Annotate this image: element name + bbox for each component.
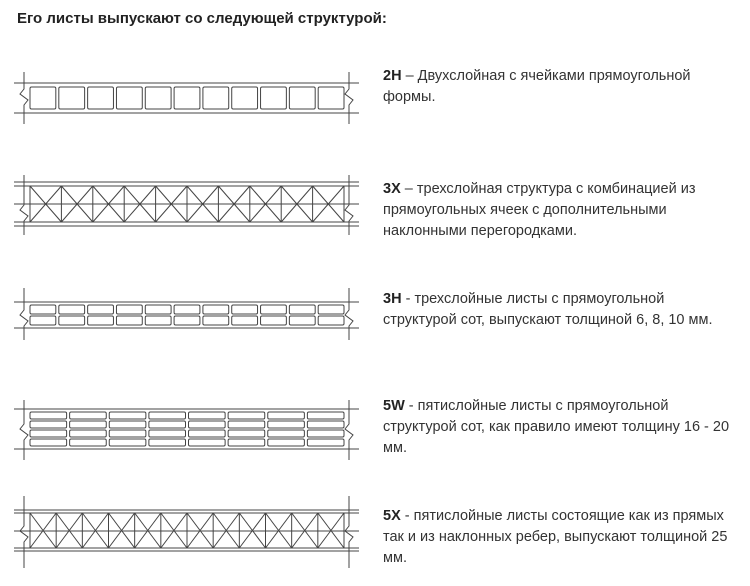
cell: [289, 87, 315, 109]
cell: [289, 305, 315, 314]
structure-text: трехслойные листы с прямоугольной структурой сот, выпускают толщиной 6, 8, 10 мм.: [383, 291, 713, 328]
structure-text: Двухслойная с ячейками прямоугольной формы.: [383, 68, 691, 105]
cell: [70, 439, 107, 446]
structure-code: 5W: [383, 398, 405, 414]
cell: [318, 305, 344, 314]
diagonal-rib: [187, 186, 203, 204]
structure-code: 2H: [383, 68, 402, 84]
diagonal-rib: [140, 186, 156, 204]
cell: [189, 412, 226, 419]
cell: [109, 430, 146, 437]
diagonal-rib: [124, 204, 140, 222]
cell-rows: [30, 412, 344, 446]
cell: [228, 439, 265, 446]
diagonal-rib: [328, 186, 344, 204]
structure-3h-diagram: [14, 288, 359, 340]
cell: [268, 430, 305, 437]
structure-5x-description: 5X - пятислойные листы состоящие как из прямых так и из наклонных ребер, выпускают толщиной 25 мм.: [383, 508, 728, 566]
structure-3x-diagram: [14, 175, 359, 235]
cell: [318, 316, 344, 325]
structure-text: пятислойные листы состоящие как из прямых так и из наклонных ребер, выпускают толщиной 25 мм.: [383, 508, 728, 566]
diagonal-rib: [77, 204, 93, 222]
diagonal-rib: [266, 204, 282, 222]
structure-2h-description: 2H – Двухслойная с ячейками прямоугольной формы.: [383, 68, 691, 105]
cell: [307, 421, 344, 428]
cell: [30, 412, 67, 419]
structure-code: 3X: [383, 181, 401, 197]
structure-text: трехслойная структура с комбинацией из прямоугольных ячеек с дополнительными наклонными перегородками.: [383, 181, 696, 239]
structure-5x-diagram: [14, 496, 359, 568]
cell: [232, 305, 258, 314]
diagonal-rib: [77, 186, 93, 204]
diagonal-rib: [297, 186, 313, 204]
cell: [30, 87, 56, 109]
cell: [318, 87, 344, 109]
break-line-right: [345, 288, 353, 340]
diagonal-rib: [46, 186, 62, 204]
diagonal-rib: [93, 204, 109, 222]
diagonal-rib: [61, 186, 77, 204]
break-line-right: [345, 72, 353, 124]
cell: [70, 412, 107, 419]
cell: [232, 87, 258, 109]
diagonal-rib: [313, 186, 329, 204]
cell: [88, 305, 114, 314]
cell: [30, 430, 67, 437]
cell: [268, 412, 305, 419]
cell: [116, 87, 142, 109]
structure-text: пятислойные листы с прямоугольной структурой сот, как правило имеют толщину 16 - 20 мм.: [383, 398, 730, 456]
cell: [149, 439, 186, 446]
page-heading: Его листы выпускают со следующей структурой:: [17, 10, 387, 27]
cell: [228, 430, 265, 437]
cell: [261, 87, 287, 109]
cell: [174, 87, 200, 109]
structure-code: 3H: [383, 291, 402, 307]
diagonal-rib: [203, 186, 219, 204]
cell: [228, 412, 265, 419]
structure-3x-description: 3X – трехслойная структура с комбинацией из прямоугольных ячеек с дополнительными наклонными перегородками.: [383, 181, 696, 239]
cell: [30, 439, 67, 446]
diagonal-rib: [61, 204, 77, 222]
diagonal-rib: [281, 186, 297, 204]
cell: [109, 412, 146, 419]
cell: [268, 439, 305, 446]
cell: [289, 316, 315, 325]
diagonal-rib: [93, 186, 109, 204]
diagonal-rib: [46, 204, 62, 222]
cell: [116, 305, 142, 314]
cell: [307, 439, 344, 446]
diagonal-rib: [109, 204, 125, 222]
cell: [174, 305, 200, 314]
cell: [203, 305, 229, 314]
diagonal-rib: [187, 204, 203, 222]
cell: [59, 87, 85, 109]
diagonal-rib: [234, 204, 250, 222]
cell: [189, 430, 226, 437]
cell: [116, 316, 142, 325]
cell: [145, 316, 171, 325]
cell: [149, 421, 186, 428]
diagonal-rib: [234, 186, 250, 204]
diagonal-rib: [171, 186, 187, 204]
cell: [30, 421, 67, 428]
diagonal-rib: [171, 204, 187, 222]
cell: [88, 316, 114, 325]
cell: [59, 316, 85, 325]
diagonal-rib: [250, 204, 266, 222]
cell: [268, 421, 305, 428]
break-line-left: [20, 496, 28, 568]
structure-5w-description: 5W - пятислойные листы с прямоугольной структурой сот, как правило имеют толщину 16 - 20 мм.: [383, 398, 730, 456]
diagonal-rib: [297, 204, 313, 222]
diagonal-rib: [328, 204, 344, 222]
diagonal-rib: [281, 204, 297, 222]
diagonal-ribs: [30, 186, 344, 222]
cell: [30, 305, 56, 314]
cell: [145, 87, 171, 109]
cell: [203, 316, 229, 325]
diagonal-rib: [218, 204, 234, 222]
break-line-left: [20, 288, 28, 340]
diagonal-ribs: [14, 513, 359, 548]
cell: [228, 421, 265, 428]
cell: [145, 305, 171, 314]
structure-5w-diagram: [14, 400, 359, 460]
cell: [70, 430, 107, 437]
structure-2h-diagram: [14, 72, 359, 124]
cell: [261, 305, 287, 314]
diagonal-rib: [266, 186, 282, 204]
diagonal-rib: [250, 186, 266, 204]
diagonal-rib: [140, 204, 156, 222]
cell: [261, 316, 287, 325]
cell: [189, 421, 226, 428]
break-line-left: [20, 72, 28, 124]
cell: [149, 412, 186, 419]
cell-row: [30, 87, 344, 109]
diagonal-rib: [30, 204, 46, 222]
diagonal-rib: [156, 204, 172, 222]
diagonal-rib: [156, 186, 172, 204]
structure-3h-description: 3H - трехслойные листы с прямоугольной структурой сот, выпускают толщиной 6, 8, 10 мм.: [383, 291, 713, 328]
cell: [30, 316, 56, 325]
diagonal-rib: [30, 186, 46, 204]
cell: [189, 439, 226, 446]
cell-rows: [30, 305, 344, 325]
cell: [232, 316, 258, 325]
cell: [109, 421, 146, 428]
cell: [88, 87, 114, 109]
cell: [109, 439, 146, 446]
cell: [307, 430, 344, 437]
structure-code: 5X: [383, 508, 401, 524]
diagonal-rib: [124, 186, 140, 204]
diagonal-rib: [313, 204, 329, 222]
cell: [59, 305, 85, 314]
diagonal-rib: [203, 204, 219, 222]
cell: [307, 412, 344, 419]
diagonal-rib: [218, 186, 234, 204]
cell: [203, 87, 229, 109]
cell: [174, 316, 200, 325]
diagonal-rib: [109, 186, 125, 204]
cell: [70, 421, 107, 428]
cell: [149, 430, 186, 437]
break-line-right: [345, 496, 353, 568]
